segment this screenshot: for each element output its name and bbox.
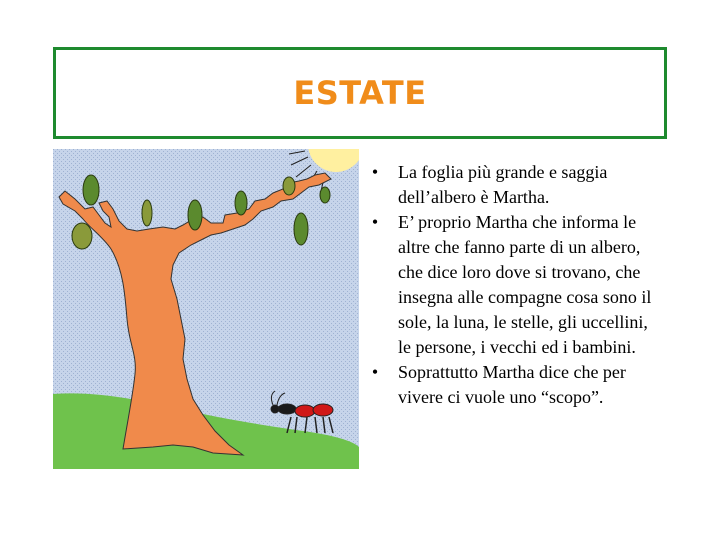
bullet-dot: •: [371, 162, 379, 182]
bullet-text: Soprattutto Martha dice che per vivere ci vuole uno “scopo”.: [398, 362, 626, 407]
tree-illustration: [53, 149, 359, 469]
bullet-item: [365, 210, 665, 360]
bullet-item: [365, 160, 665, 210]
title-box: [53, 47, 667, 139]
bullet-text: La foglia più grande e saggia dell’albero è Martha.: [398, 162, 608, 207]
bullet-dot: •: [371, 362, 379, 382]
slide-title: ESTATE: [293, 74, 427, 112]
bullet-text: E’ proprio Martha che informa le altre che fanno parte di un albero, che dice loro dove si trovano, che insegna alle compagne cosa sono il sole, la luna, le stelle, gli uccellini, le persone, i vecchi ed i bambini.: [398, 212, 652, 357]
bullet-list: [365, 160, 665, 410]
bullet-dot: •: [371, 212, 379, 232]
bullet-item: [365, 360, 665, 410]
